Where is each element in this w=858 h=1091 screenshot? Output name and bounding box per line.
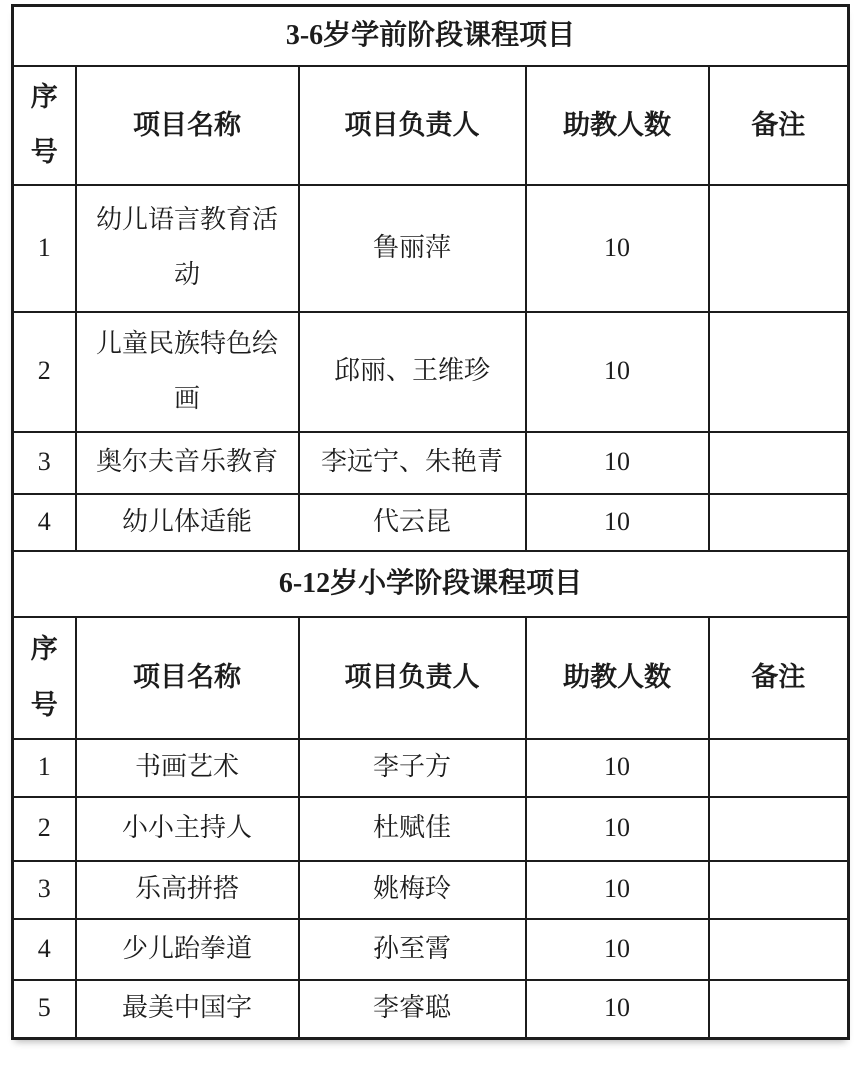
table-row [13,185,849,312]
table-row [13,494,849,551]
leader-cell: 杜赋佳 [299,797,526,861]
row-number-cell: 2 [13,312,76,432]
section-2-header-row [13,617,849,739]
table-row [13,861,849,919]
assistant-count-cell: 10 [526,185,709,312]
course-projects-table [11,4,850,1040]
leader-cell: 代云昆 [299,494,526,551]
project-name-cell: 乐高拼搭 [76,861,299,919]
remark-cell [709,861,849,919]
row-number-cell: 4 [13,494,76,551]
section-1-header-row [13,66,849,185]
assistant-count-cell: 10 [526,432,709,494]
table-row [13,739,849,797]
leader-cell: 李远宁、朱艳青 [299,432,526,494]
row-number-cell: 3 [13,861,76,919]
column-header-assistants: 助教人数 [526,66,709,185]
leader-cell: 李子方 [299,739,526,797]
column-header-no: 序号 [13,617,76,739]
remark-cell [709,797,849,861]
assistant-count-cell: 10 [526,739,709,797]
table-row [13,797,849,861]
assistant-count-cell: 10 [526,797,709,861]
column-header-name: 项目名称 [76,617,299,739]
remark-cell [709,432,849,494]
project-name-cell: 小小主持人 [76,797,299,861]
leader-cell: 邱丽、王维珍 [299,312,526,432]
remark-cell [709,494,849,551]
remark-cell [709,739,849,797]
table-row [13,980,849,1039]
project-name-cell: 最美中国字 [76,980,299,1039]
row-number-cell: 3 [13,432,76,494]
remark-cell [709,980,849,1039]
section-1-title-row [13,6,849,66]
remark-cell [709,185,849,312]
project-name-cell: 少儿跆拳道 [76,919,299,980]
project-name-cell: 儿童民族特色绘画 [76,312,299,432]
section-title: 3-6岁学前阶段课程项目 [13,6,849,66]
row-number-cell: 5 [13,980,76,1039]
assistant-count-cell: 10 [526,919,709,980]
project-name-cell: 幼儿语言教育活动 [76,185,299,312]
column-header-remark: 备注 [709,66,849,185]
leader-cell: 孙至霄 [299,919,526,980]
column-header-remark: 备注 [709,617,849,739]
table-row [13,432,849,494]
row-number-cell: 1 [13,739,76,797]
project-name-cell: 书画艺术 [76,739,299,797]
row-number-cell: 2 [13,797,76,861]
column-header-leader: 项目负责人 [299,66,526,185]
column-header-assistants: 助教人数 [526,617,709,739]
leader-cell: 姚梅玲 [299,861,526,919]
leader-cell: 鲁丽萍 [299,185,526,312]
document-sheet [11,4,850,1040]
assistant-count-cell: 10 [526,980,709,1039]
column-header-leader: 项目负责人 [299,617,526,739]
project-name-cell: 奥尔夫音乐教育 [76,432,299,494]
project-name-cell: 幼儿体适能 [76,494,299,551]
section-2-title-row [13,551,849,617]
assistant-count-cell: 10 [526,312,709,432]
assistant-count-cell: 10 [526,494,709,551]
remark-cell [709,919,849,980]
row-number-cell: 4 [13,919,76,980]
remark-cell [709,312,849,432]
table-row [13,312,849,432]
column-header-no: 序号 [13,66,76,185]
table-row [13,919,849,980]
row-number-cell: 1 [13,185,76,312]
leader-cell: 李睿聪 [299,980,526,1039]
assistant-count-cell: 10 [526,861,709,919]
section-title: 6-12岁小学阶段课程项目 [13,551,849,617]
column-header-name: 项目名称 [76,66,299,185]
